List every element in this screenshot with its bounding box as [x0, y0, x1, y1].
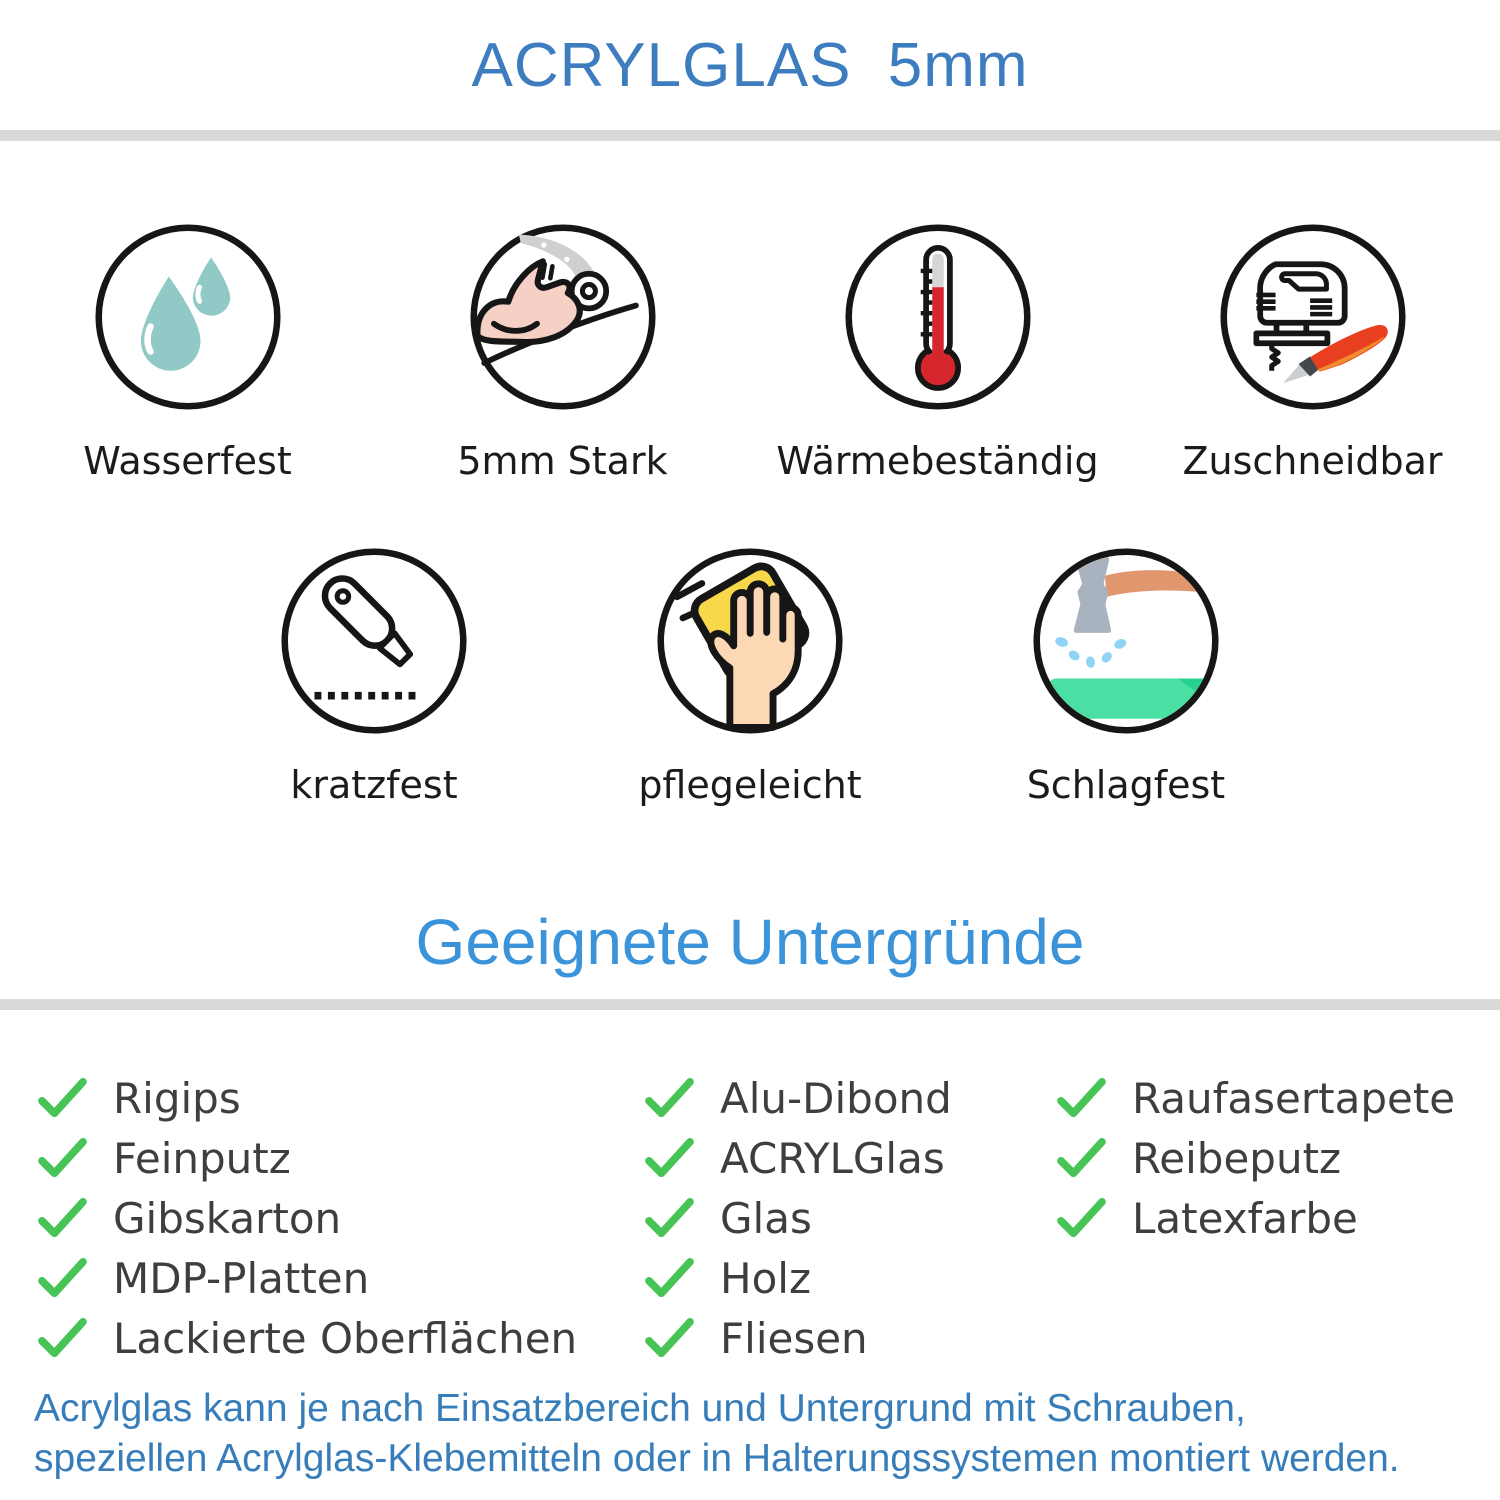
checklist-column-3	[1057, 1068, 1500, 1368]
feature-zuschneidbar	[1125, 221, 1500, 483]
feature-pflegeleicht	[562, 545, 938, 807]
features-row-1	[0, 221, 1500, 483]
checkmark-icon	[645, 1197, 695, 1239]
feature-label: Schlagfest	[1026, 763, 1226, 807]
water-drops-icon	[92, 221, 284, 413]
list-item-label: Reibeputz	[1132, 1133, 1342, 1183]
checkmark-icon	[38, 1077, 88, 1119]
list-item	[645, 1188, 1057, 1248]
checklist-column-1	[38, 1068, 645, 1368]
list-item-label: Raufasertapete	[1132, 1073, 1456, 1123]
list-item	[1057, 1188, 1500, 1248]
list-item-label: Rigips	[113, 1073, 241, 1123]
feature-kratzfest	[186, 545, 562, 807]
muscle-arm-icon	[467, 221, 659, 413]
list-item	[1057, 1068, 1500, 1128]
cleaning-hand-icon	[654, 545, 846, 737]
feature-label: 5mm Stark	[457, 439, 668, 483]
mounting-note	[0, 1384, 1500, 1484]
feature-label: pflegeleicht	[638, 763, 862, 807]
list-item-label: MDP-Platten	[113, 1253, 370, 1303]
list-item-label: Fliesen	[720, 1313, 868, 1363]
header	[0, 0, 1500, 130]
list-item-label: Gibskarton	[113, 1193, 342, 1243]
list-item-label: Glas	[720, 1193, 812, 1243]
surfaces-checklist	[0, 1068, 1500, 1368]
hammer-icon	[1030, 545, 1222, 737]
list-item	[645, 1068, 1057, 1128]
feature-schlagfest	[938, 545, 1314, 807]
jigsaw-icon	[1217, 221, 1409, 413]
feature-wasserfest	[0, 221, 375, 483]
checkmark-icon	[1057, 1077, 1107, 1119]
checkmark-icon	[38, 1197, 88, 1239]
page-title: ACRYLGLAS 5mm	[471, 30, 1029, 100]
checkmark-icon	[38, 1317, 88, 1359]
list-item	[38, 1308, 645, 1368]
feature-5mm-stark	[375, 221, 750, 483]
mounting-note-line1: Acrylglas kann je nach Einsatzbereich und Untergrund mit Schrauben,	[34, 1387, 1246, 1430]
list-item-label: ACRYLGlas	[720, 1133, 945, 1183]
thermometer-icon	[842, 221, 1034, 413]
checkmark-icon	[1057, 1197, 1107, 1239]
feature-label: Zuschneidbar	[1182, 439, 1443, 483]
feature-label: Wasserfest	[83, 439, 292, 483]
list-item	[645, 1128, 1057, 1188]
list-item	[1057, 1128, 1500, 1188]
list-item	[38, 1248, 645, 1308]
list-item	[645, 1308, 1057, 1368]
list-item-label: Holz	[720, 1253, 811, 1303]
checkmark-icon	[645, 1317, 695, 1359]
list-item	[38, 1128, 645, 1188]
checkmark-icon	[1057, 1137, 1107, 1179]
list-item	[38, 1188, 645, 1248]
list-item-label: Latexfarbe	[1132, 1193, 1358, 1243]
checkmark-icon	[38, 1137, 88, 1179]
features-row-2	[186, 545, 1314, 807]
checkmark-icon	[645, 1257, 695, 1299]
checkmark-icon	[645, 1137, 695, 1179]
utility-knife-icon	[278, 545, 470, 737]
divider-surfaces	[0, 999, 1500, 1010]
feature-label: Wärmebeständig	[776, 439, 1099, 483]
mounting-note-line2: speziellen Acrylglas-Klebemitteln oder in Halterungssystemen montiert werden.	[34, 1437, 1400, 1480]
checklist-column-2	[645, 1068, 1057, 1368]
divider-top	[0, 130, 1500, 141]
list-item-label: Alu-Dibond	[720, 1073, 952, 1123]
list-item	[645, 1248, 1057, 1308]
list-item-label: Feinputz	[113, 1133, 291, 1183]
checkmark-icon	[38, 1257, 88, 1299]
checkmark-icon	[645, 1077, 695, 1119]
feature-waermebestaendig	[750, 221, 1125, 483]
surfaces-heading: Geeignete Untergründe	[415, 906, 1085, 978]
feature-label: kratzfest	[290, 763, 458, 807]
list-item	[38, 1068, 645, 1128]
list-item-label: Lackierte Oberflächen	[113, 1313, 578, 1363]
